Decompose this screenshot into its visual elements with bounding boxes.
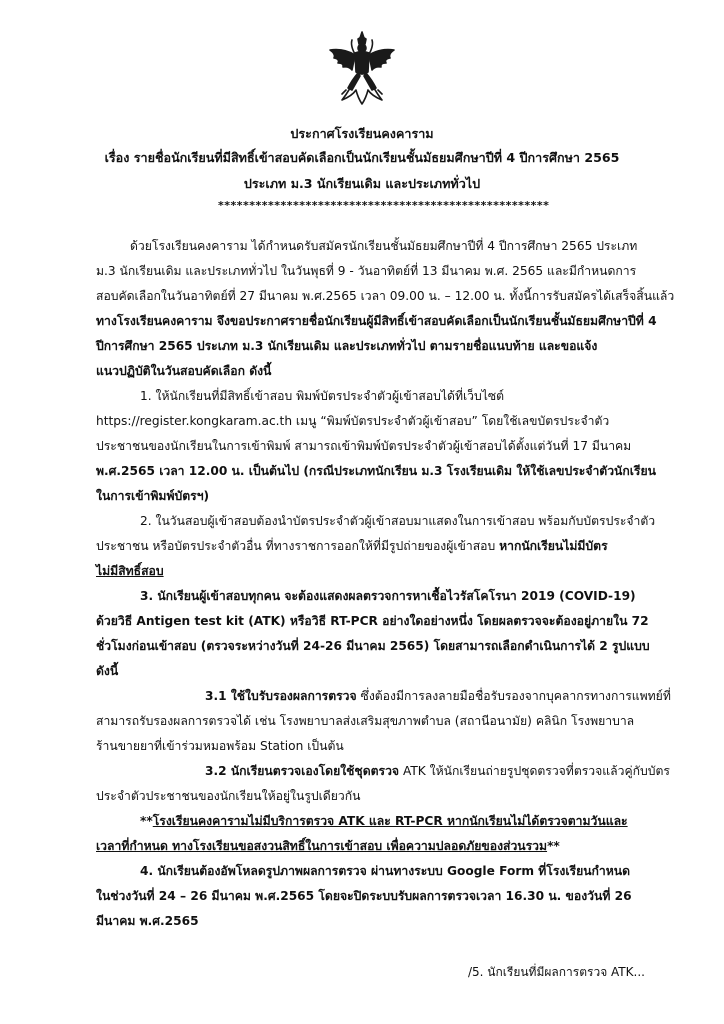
item3-line: 3. นักเรียนผู้เข้าสอบทุกคน จะต้องแสดงผลตรวจการหาเชื้อไวรัสโคโรนา 2019 (COVID-19) (140, 589, 636, 603)
intro-line: ม.3 นักเรียนเดิม และประเภททั่วไป ในวันพุธที่ 9 - วันอาทิตย์ที่ 13 มีนาคม พ.ศ. 2565 และมีกำหนดการ (96, 264, 637, 278)
page-title: ประกาศโรงเรียนคงคาราม (290, 126, 434, 141)
item3-1-line: ร้านขายยาที่เข้าร่วมหมอพร้อม Station เป็นต้น (96, 739, 344, 753)
item2-text: ประชาชน หรือบัตรประจำตัวอื่น ที่ทางราชการออกให้ที่มีรูปถ่ายของผู้เข้าสอบ (96, 539, 496, 553)
item3-2-heading: 3.2 นักเรียนตรวจเองโดยใช้ชุดตรวจ (205, 764, 400, 778)
intro-line: แนวปฏิบัติในวันสอบคัดเลือก ดังนี้ (96, 364, 272, 378)
category-line: ประเภท ม.3 นักเรียนเดิม และประเภททั่วไป (243, 176, 481, 191)
item3-line: ชั่วโมงก่อนเข้าสอบ (ตรวจระหว่างวันที่ 24-26 มีนาคม 2565) โดยสามารถเลือกดำเนินการได้ 2 รูปแบบ (96, 639, 650, 653)
intro-line: ด้วยโรงเรียนคงคาราม ได้กำหนดรับสมัครนักเรียนชั้นมัธยมศึกษาปีที่ 4 ปีการศึกษา 2565 ประเภท (130, 239, 638, 253)
item3-2-line: ประจำตัวประชาชนของนักเรียนให้อยู่ในรูปเดียวกัน (96, 789, 361, 803)
item2-line: 2. ในวันสอบผู้เข้าสอบต้องนำบัตรประจำตัวผู้เข้าสอบมาแสดงในการเข้าสอบ พร้อมกับบัตรประจำตัว (140, 514, 656, 528)
item3-1-text: ซึ่งต้องมีการลงลายมือชื่อรับรองจากบุคลากรทางการแพทย์ที่ (360, 689, 671, 703)
item2-warning: หากนักเรียนไม่มีบัตร (499, 539, 608, 553)
item4-line: ในช่วงวันที่ 24 – 26 มีนาคม พ.ศ.2565 โดยจะปิดระบบรับผลการตรวจเวลา 16.30 น. ของวันที่ 26 (96, 889, 632, 903)
item1-line: https://register.kongkaram.ac.th เมนู “พิมพ์บัตรประจำตัวผู้เข้าสอบ” โดยใช้เลขบัตรประจำตัว (96, 414, 610, 428)
garuda-emblem-icon (322, 28, 402, 108)
intro-line: สอบคัดเลือกในวันอาทิตย์ที่ 27 มีนาคม พ.ศ.2565 เวลา 09.00 น. – 12.00 น. ทั้งนี้การรับสมัครได้เสร็จสิ้นแล้ว (96, 289, 675, 303)
item3-line: ดังนี้ (96, 664, 119, 678)
item3-1-heading: 3.1 ใช้ใบรับรองผลการตรวจ (205, 689, 357, 703)
item1-line: พ.ศ.2565 เวลา 12.00 น. เป็นต้นไป (กรณีประเภทนักเรียน ม.3 โรงเรียนเดิม ให้ใช้เลขประจำตัวนักเรียน (96, 464, 656, 478)
item1-line: ในการเข้าพิมพ์บัตรฯ) (96, 489, 210, 503)
item3-2-text: ATK ให้นักเรียนถ่ายรูปชุดตรวจที่ตรวจแล้วคู่กับบัตร (402, 764, 670, 778)
continuation-note: /5. นักเรียนที่มีผลการตรวจ ATK... (468, 965, 645, 979)
item4-line: มีนาคม พ.ศ.2565 (96, 914, 199, 928)
item3-line: ด้วยวิธี Antigen test kit (ATK) หรือวิธี RT-PCR อย่างใดอย่างหนึ่ง โดยผลตรวจจะต้องอยู่ภายใน 72 (96, 614, 649, 628)
notice-text: เวลาที่กำหนด ทางโรงเรียนขอสงวนสิทธิ์ในการเข้าสอบ เพื่อความปลอดภัยของส่วนรวม (96, 839, 548, 853)
item2-line (96, 540, 608, 558)
notice-line (140, 815, 628, 833)
item1-line: 1. ให้นักเรียนที่มีสิทธิ์เข้าสอบ พิมพ์บัตรประจำตัวผู้เข้าสอบได้ที่เว็บไซต์ (140, 389, 505, 403)
item1-line: ประชาชนของนักเรียนในการเข้าพิมพ์ สามารถเข้าพิมพ์บัตรประจำตัวผู้เข้าสอบได้ตั้งแต่วันที่ 17 มีนาคม (96, 439, 632, 453)
notice-stars: ** (547, 839, 560, 853)
intro-line: ทางโรงเรียนคงคาราม จึงขอประกาศรายชื่อนักเรียนผู้มีสิทธิ์เข้าสอบคัดเลือกเป็นนักเรียนชั้นมัธยมศึกษาปีที่ 4 (96, 314, 657, 328)
notice-stars: ** (140, 814, 153, 828)
separator: ***************************************************** (218, 199, 550, 212)
item4-line: 4. นักเรียนต้องอัพโหลดรูปภาพผลการตรวจ ผ่านทางระบบ Google Form ที่โรงเรียนกำหนด (140, 864, 631, 878)
notice-text: โรงเรียนคงคารามไม่มีบริการตรวจ ATK และ RT-PCR หากนักเรียนไม่ได้ตรวจตามวันและ (152, 814, 628, 828)
subject-line: เรื่อง รายชื่อนักเรียนที่มีสิทธิ์เข้าสอบคัดเลือกเป็นนักเรียนชั้นมัธยมศึกษาปีที่ 4 ปีการศึกษา 2565 (104, 150, 620, 165)
intro-line: ปีการศึกษา 2565 ประเภท ม.3 นักเรียนเดิม และประเภททั่วไป ตามรายชื่อแนบท้าย และขอแจ้ง (96, 339, 598, 353)
item3-1-line (205, 690, 671, 708)
notice-line (96, 840, 560, 858)
item3-1-line: สามารถรับรองผลการตรวจได้ เช่น โรงพยาบาลส่งเสริมสุขภาพตำบล (สถานีอนามัย) คลินิก โรงพยาบาล (96, 714, 635, 728)
item2-warning-end: ไม่มีสิทธิ์สอบ (96, 564, 164, 578)
item3-2-line (205, 765, 670, 783)
